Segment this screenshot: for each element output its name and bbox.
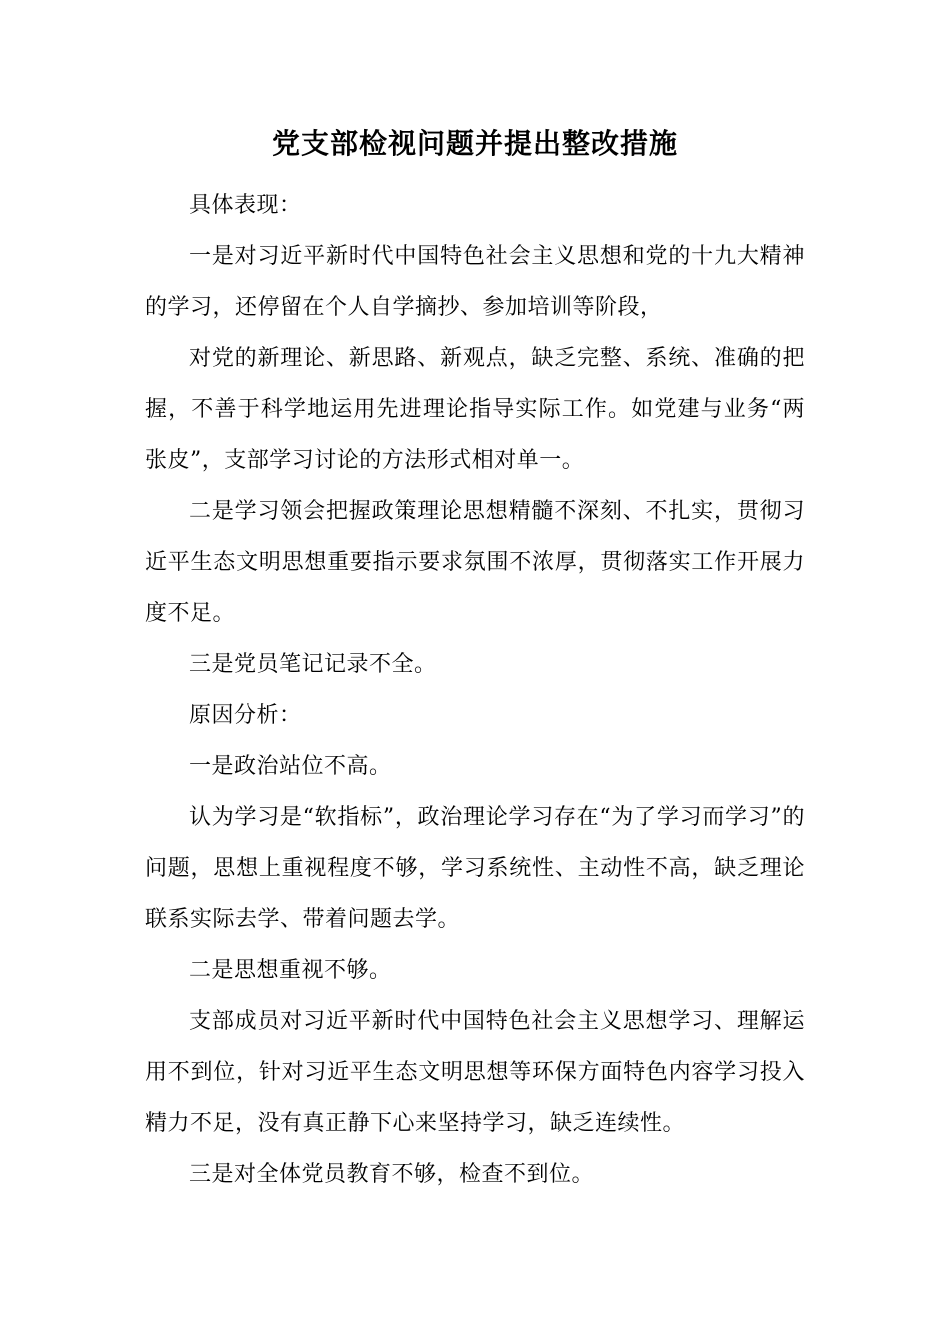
paragraph-specific-manifestations-heading: 具体表现：	[189, 193, 302, 218]
paragraph-problem-3: 三是党员笔记记录不全。	[189, 652, 437, 677]
paragraph-cause-1: 一是政治站位不高。	[189, 754, 392, 779]
paragraph-problem-1-detail: 对党的新理论、新思路、新观点，缺乏完整、系统、准确的把握，不善于科学地运用先进理论指导实际工作。如党建与业务“两张皮”，支部学习讨论的方法形式相对单一。	[145, 346, 805, 473]
paragraph-cause-2-detail: 支部成员对习近平新时代中国特色社会主义思想学习、理解运用不到位，针对习近平生态文明思想等环保方面特色内容学习投入精力不足，没有真正静下心来坚持学习，缺乏连续性。	[145, 1009, 805, 1136]
paragraph-cause-analysis-heading: 原因分析：	[189, 703, 302, 728]
paragraph-problem-1: 一是对习近平新时代中国特色社会主义思想和党的十九大精神的学习，还停留在个人自学摘抄、参加培训等阶段，	[145, 244, 805, 320]
paragraph-cause-1-detail: 认为学习是“软指标”，政治理论学习存在“为了学习而学习”的问题，思想上重视程度不够，学习系统性、主动性不高，缺乏理论联系实际去学、带着问题去学。	[145, 805, 805, 932]
document-title: 党支部检视问题并提出整改措施	[271, 127, 678, 160]
paragraph-cause-2: 二是思想重视不够。	[189, 958, 392, 983]
paragraph-problem-2: 二是学习领会把握政策理论思想精髓不深刻、不扎实，贯彻习近平生态文明思想重要指示要求氛围不浓厚，贯彻落实工作开展力度不足。	[145, 499, 805, 626]
document-body	[145, 180, 805, 1200]
paragraph-cause-3: 三是对全体党员教育不够，检查不到位。	[189, 1162, 595, 1187]
